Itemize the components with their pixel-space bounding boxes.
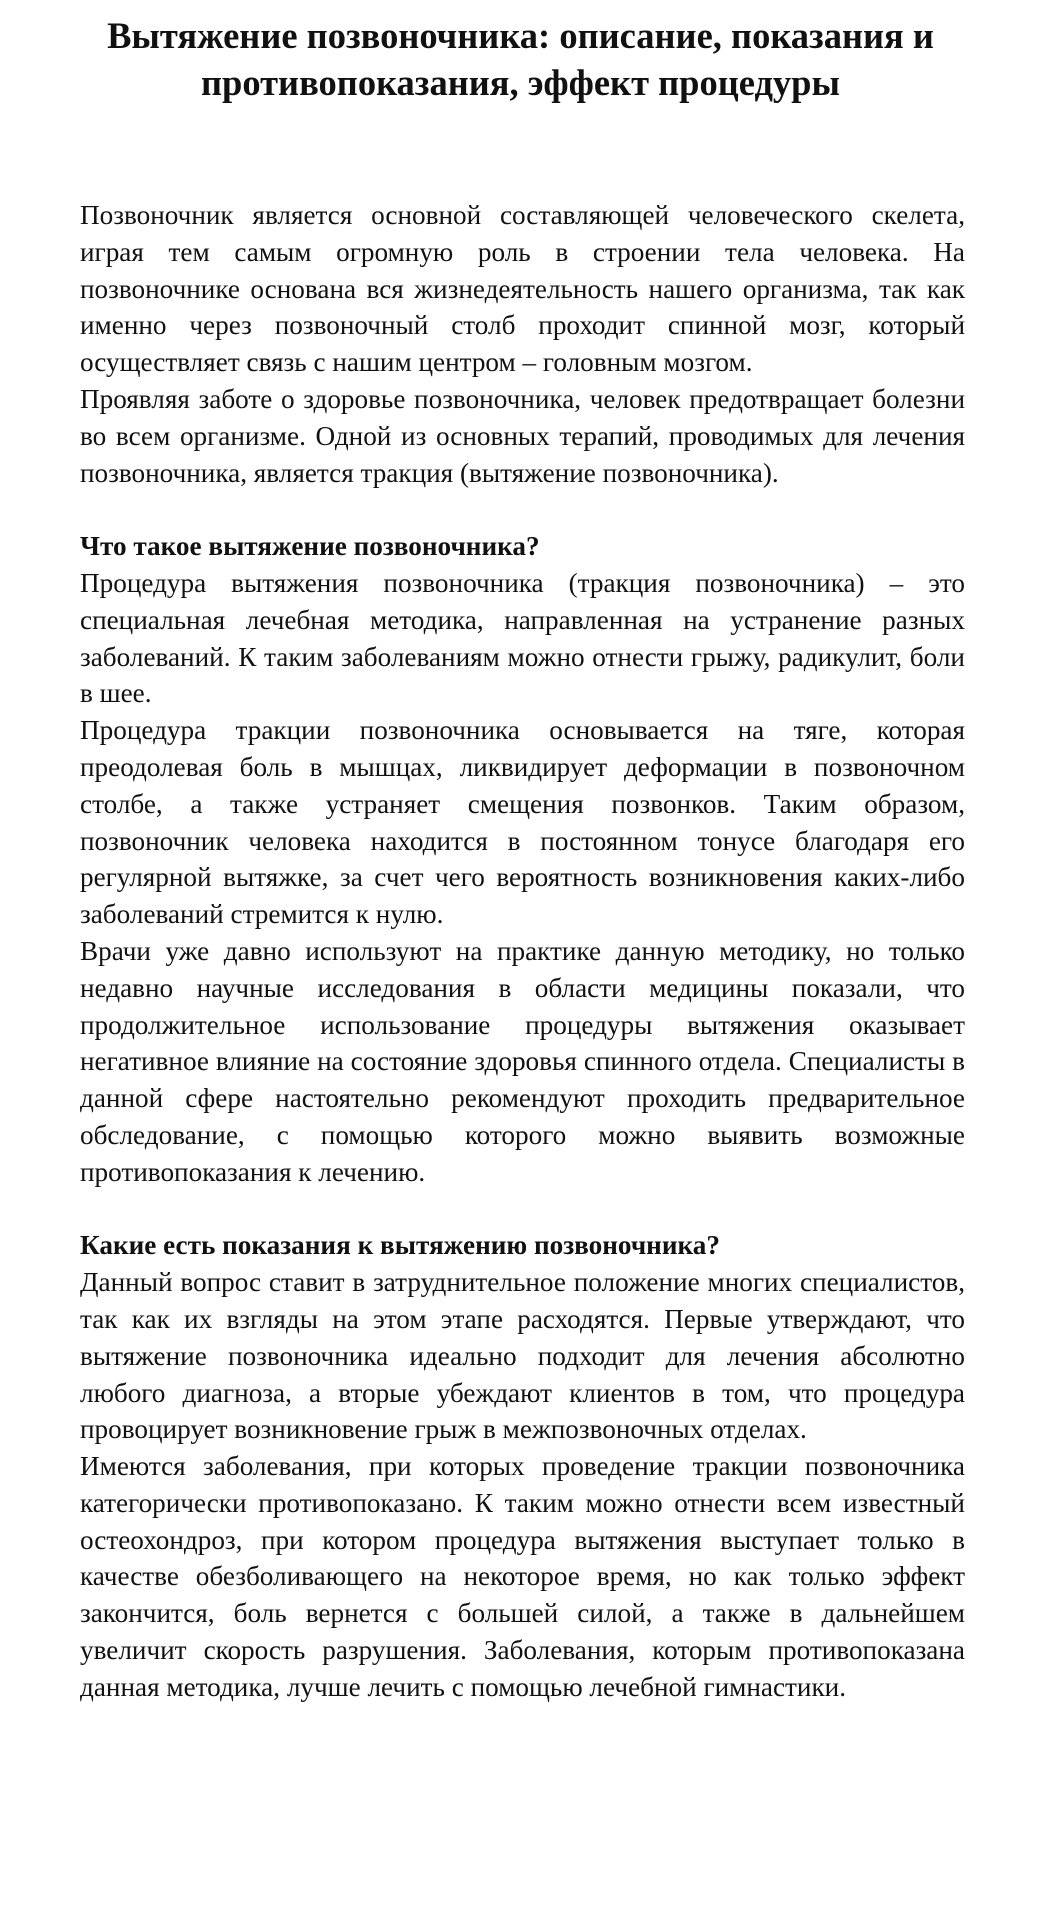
section-paragraph: Процедура тракции позвоночника основывается на тяге, которая преодолевая боль в мышцах, ликвидирует деформации в позвоночном столбе, а также устраняет смещения позвонков. Таким образом, позвоночник человека находится в постоянном тонусе благодаря его регулярной вытяжке, за счет чего вероятность возникновения каких-либо заболеваний стремится к нулю. [80,715,965,930]
section-paragraph: Врачи уже давно используют на практике данную методику, но только недавно научные исследования в области медицины показали, что продолжительное использование процедуры вытяжения оказывает негативное влияние на состояние здоровья спинного отдела. Специалисты в данной сфере настоятельно рекомендуют проходить предварительное обследование, с помощью которого можно выявить возможные противопоказания к лечению. [80,935,965,1187]
article-body [80,197,965,1706]
section-paragraph: Имеются заболевания, при которых проведение тракции позвоночника категорически противопоказано. К таким можно отнести всем известный остеохондроз, при котором процедура вытяжения выступает только в качестве обезболивающего на некоторое время, но как только эффект закончится, боль вернется с большей силой, а также в дальнейшем увеличит скорость разрушения. Заболевания, которым противопоказана данная методика, лучше лечить с помощью лечебной гимнастики. [80,1451,965,1702]
page-title: Вытяжение позвоночника: описание, показания и противопоказания, эффект процедуры [107,15,934,103]
section-paragraph: Данный вопрос ставит в затруднительное положение многих специалистов, так как их взгляды на этом этапе расходятся. Первые утверждают, что вытяжение позвоночника идеально подходит для лечения абсолютно любого диагноза, а вторые убеждают клиентов в том, что процедура провоцирует возникновение грыж в межпозвоночных отделах. [80,1267,965,1445]
section-heading: Какие есть показания к вытяжению позвоночника? [80,1230,720,1261]
section-paragraph: Процедура вытяжения позвоночника (тракция позвоночника) – это специальная лечебная методика, направленная на устранение разных заболеваний. К таким заболеваниям можно отнести грыжу, радикулит, боли в шее. [80,567,965,709]
intro-paragraph: Проявляя заботе о здоровье позвоночника, человек предотвращает болезни во всем организме. Одной из основных терапий, проводимых для лечения позвоночника, является тракция (вытяжение позвоночника). [80,383,965,488]
section-heading: Что такое вытяжение позвоночника? [80,531,540,562]
intro-paragraph: Позвоночник является основной составляющей человеческого скелета, играя тем самым огромную роль в строении тела человека. На позвоночнике основана вся жизнедеятельность нашего организма, так как именно через позвоночный столб проходит спинной мозг, который осуществляет связь с нашим центром – головным мозгом. [80,200,965,378]
